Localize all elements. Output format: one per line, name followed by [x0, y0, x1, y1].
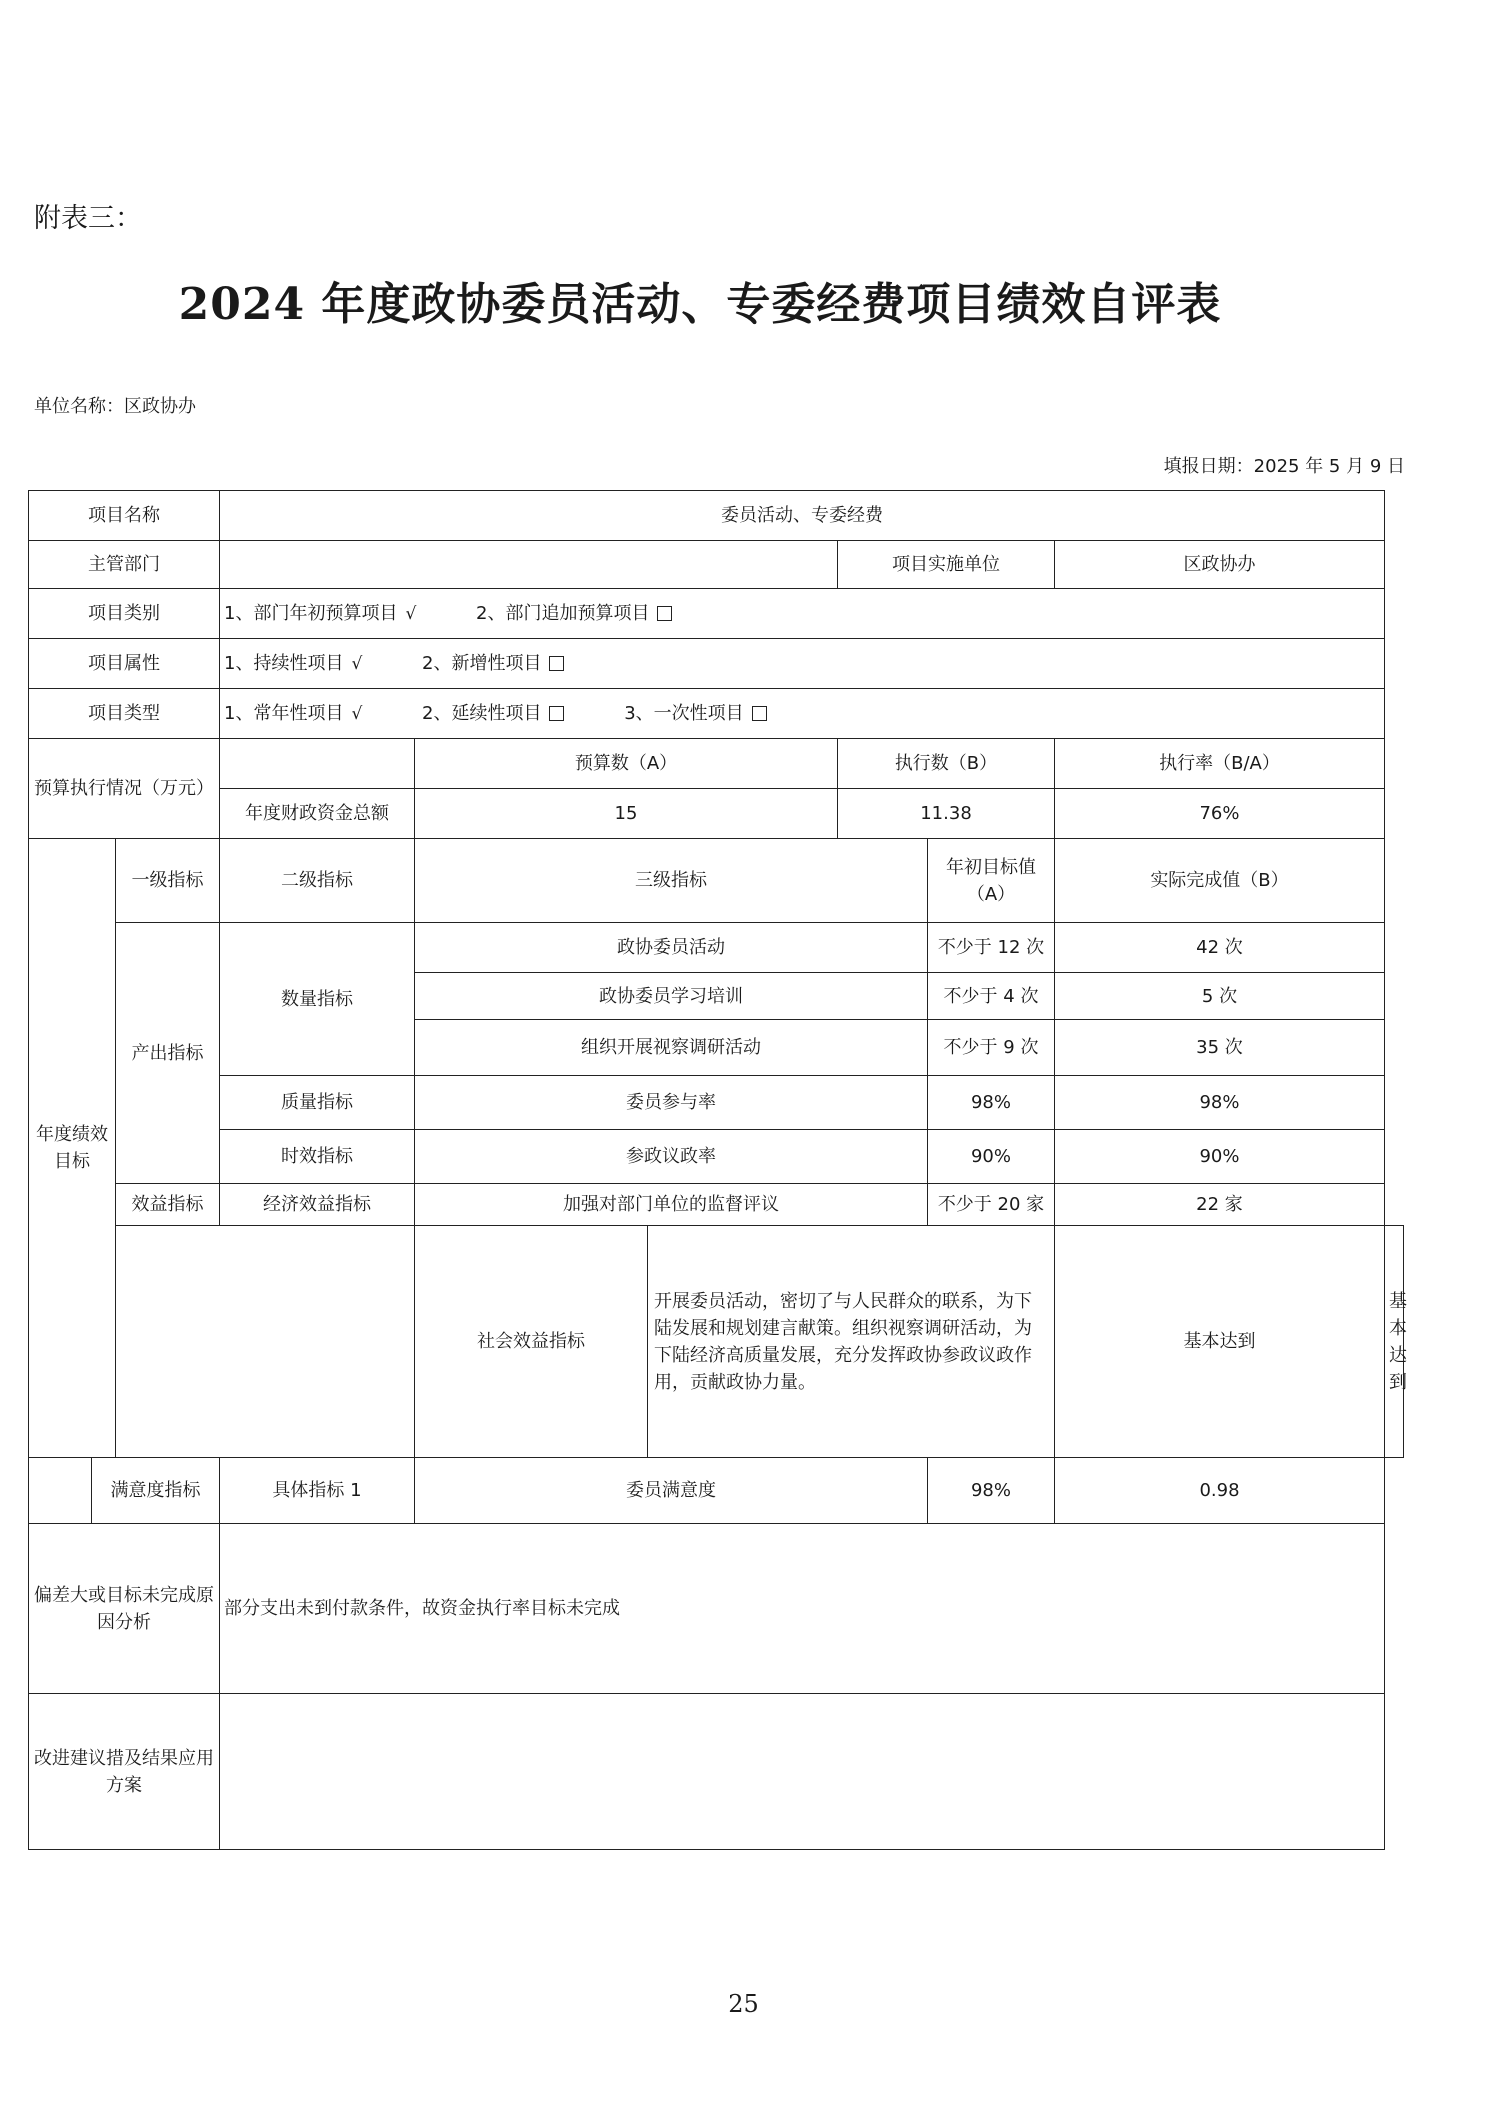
empty-checkbox-icon — [752, 706, 767, 721]
header-level1: 一级指标 — [116, 839, 220, 923]
dept-value — [220, 541, 838, 589]
empty-checkbox-icon — [657, 606, 672, 621]
quantity-indicator-label: 数量指标 — [220, 923, 415, 1076]
improvement-plan-value — [220, 1694, 1385, 1850]
indicator-name: 参政议政率 — [415, 1130, 928, 1184]
budget-col-b: 执行数（B） — [838, 739, 1055, 789]
indicator-name: 开展委员活动，密切了与人民群众的联系，为下陆发展和规划建言献策。组织视察调研活动，为下陆经济高质量发展，充分发挥政协参政议政作用，贡献政协力量。 — [648, 1226, 1055, 1458]
economic-indicator-label: 经济效益指标 — [220, 1184, 415, 1226]
indicator-target: 不少于 20 家 — [928, 1184, 1055, 1226]
indicator-target: 不少于 12 次 — [928, 923, 1055, 973]
indicator-actual: 基本达到 — [1385, 1226, 1404, 1458]
budget-rate: 76% — [1055, 789, 1385, 839]
indicator-name: 组织开展视察调研活动 — [415, 1020, 928, 1076]
indicator-target: 基本达到 — [1055, 1226, 1385, 1458]
performance-section-label: 年度绩效目标 — [29, 839, 116, 1458]
indicator-name: 政协委员活动 — [415, 923, 928, 973]
check-mark-icon: √ — [351, 703, 363, 724]
indicator-target: 不少于 9 次 — [928, 1020, 1055, 1076]
type-option-3: 3、一次性项目 — [624, 702, 744, 724]
budget-a: 15 — [415, 789, 838, 839]
budget-col-a: 预算数（A） — [415, 739, 838, 789]
header-level3: 三级指标 — [415, 839, 928, 923]
deviation-analysis-label: 偏差大或目标未完成原因分析 — [29, 1524, 220, 1694]
attribute-option-2: 2、新增性项目 — [422, 652, 542, 674]
empty-checkbox-icon — [549, 656, 564, 671]
header-level2: 二级指标 — [220, 839, 415, 923]
category-options — [220, 589, 1385, 639]
type-option-1: 1、常年性项目 — [224, 702, 344, 724]
budget-header-blank — [220, 739, 415, 789]
type-options — [220, 689, 1385, 739]
deviation-analysis-value: 部分支出未到付款条件，故资金执行率目标未完成 — [220, 1524, 1385, 1694]
blank-cell — [29, 1458, 92, 1524]
appendix-label: 附表三： — [34, 203, 142, 234]
social-indicator-label: 社会效益指标 — [415, 1226, 648, 1458]
output-indicator-label: 产出指标 — [116, 923, 220, 1184]
page-number: 25 — [728, 1990, 759, 2018]
evaluation-table — [28, 490, 1407, 1850]
indicator-actual: 98% — [1055, 1076, 1385, 1130]
budget-col-rate: 执行率（B/A） — [1055, 739, 1385, 789]
indicator-name: 委员参与率 — [415, 1076, 928, 1130]
header-actual: 实际完成值（B） — [1055, 839, 1385, 923]
indicator-name: 委员满意度 — [415, 1458, 928, 1524]
improvement-plan-label: 改进建议措及结果应用方案 — [29, 1694, 220, 1850]
category-label: 项目类别 — [29, 589, 220, 639]
page-title: 2024 年度政协委员活动、专委经费项目绩效自评表 — [178, 279, 1222, 330]
attribute-options — [220, 639, 1385, 689]
type-option-2: 2、延续性项目 — [422, 702, 542, 724]
benefit-indicator-label: 效益指标 — [116, 1184, 220, 1226]
satisfaction-indicator-label: 满意度指标 — [92, 1458, 220, 1524]
impl-unit-label: 项目实施单位 — [838, 541, 1055, 589]
indicator-actual: 0.98 — [1055, 1458, 1385, 1524]
attribute-option-1: 1、持续性项目 — [224, 652, 344, 674]
dept-label: 主管部门 — [29, 541, 220, 589]
type-label: 项目类型 — [29, 689, 220, 739]
budget-b: 11.38 — [838, 789, 1055, 839]
indicator-target: 90% — [928, 1130, 1055, 1184]
indicator-target: 98% — [928, 1458, 1055, 1524]
social-indicator-level1 — [116, 1226, 415, 1458]
indicator-target: 98% — [928, 1076, 1055, 1130]
indicator-target: 不少于 4 次 — [928, 973, 1055, 1020]
attribute-label: 项目属性 — [29, 639, 220, 689]
unit-name: 单位名称：区政协办 — [34, 396, 196, 417]
budget-row-label: 年度财政资金总额 — [220, 789, 415, 839]
quality-indicator-label: 质量指标 — [220, 1076, 415, 1130]
indicator-actual: 5 次 — [1055, 973, 1385, 1020]
indicator-actual: 42 次 — [1055, 923, 1385, 973]
check-mark-icon: √ — [405, 603, 417, 624]
indicator-actual: 90% — [1055, 1130, 1385, 1184]
satisfaction-sub-label: 具体指标 1 — [220, 1458, 415, 1524]
empty-checkbox-icon — [549, 706, 564, 721]
indicator-actual: 22 家 — [1055, 1184, 1385, 1226]
indicator-actual: 35 次 — [1055, 1020, 1385, 1076]
indicator-name: 政协委员学习培训 — [415, 973, 928, 1020]
project-name-value: 委员活动、专委经费 — [220, 491, 1385, 541]
timeliness-indicator-label: 时效指标 — [220, 1130, 415, 1184]
category-option-2: 2、部门追加预算项目 — [476, 602, 650, 624]
impl-unit-value: 区政协办 — [1055, 541, 1385, 589]
header-target: 年初目标值（A） — [928, 839, 1055, 923]
fill-date: 填报日期：2025 年 5 月 9 日 — [1163, 456, 1405, 477]
budget-label: 预算执行情况（万元） — [29, 739, 220, 839]
indicator-name: 加强对部门单位的监督评议 — [415, 1184, 928, 1226]
check-mark-icon: √ — [351, 653, 363, 674]
category-option-1: 1、部门年初预算项目 — [224, 602, 398, 624]
project-name-label: 项目名称 — [29, 491, 220, 541]
